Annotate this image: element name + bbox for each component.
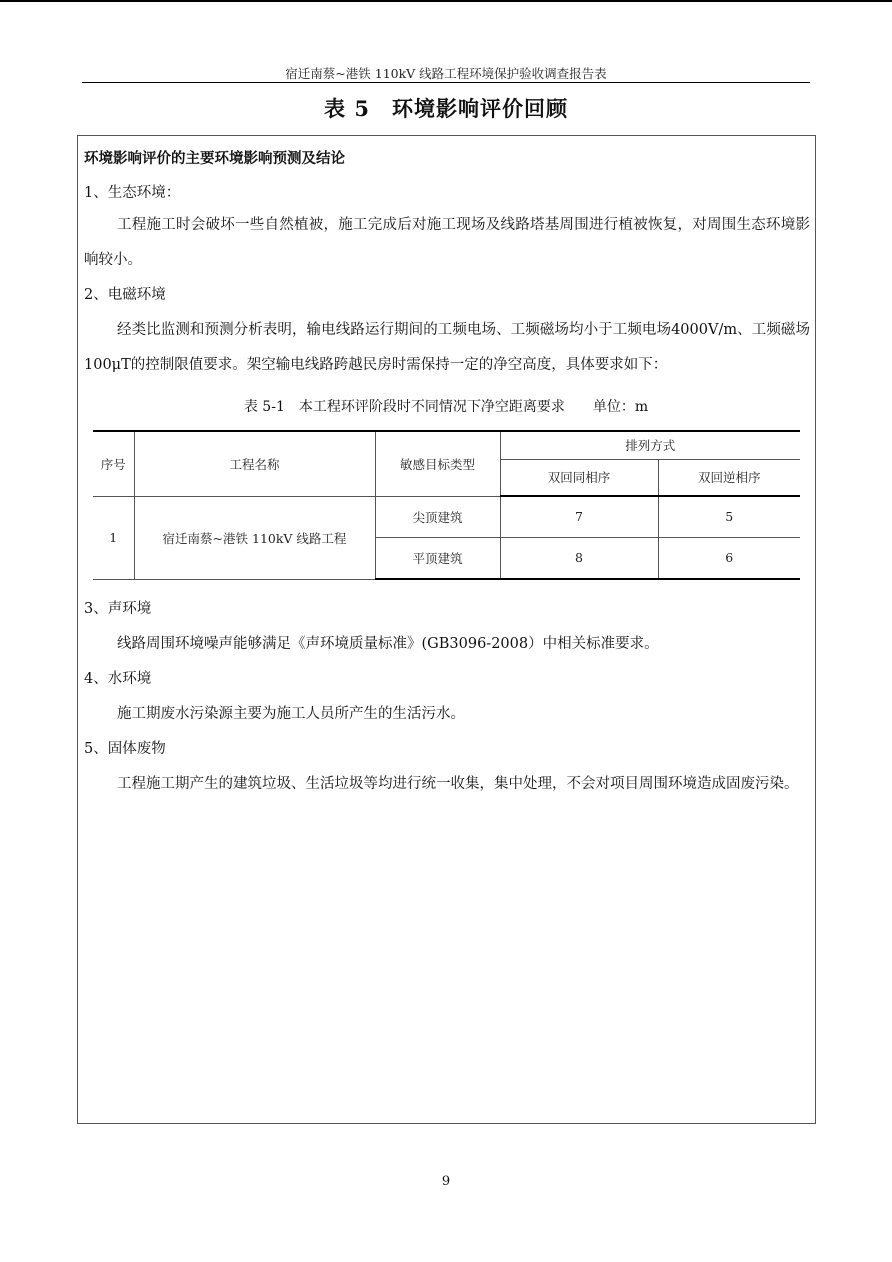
section-title-solid-waste: 5、固体废物 (84, 741, 166, 757)
section-title-electromagnetic: 2、电磁环境 (84, 287, 166, 303)
section-title-sound: 3、声环境 (84, 601, 152, 617)
section-title-ecology: 1、生态环境： (84, 185, 181, 201)
header-rule (82, 82, 810, 83)
header-same-phase: 双回同相序 (500, 459, 658, 496)
page-number: 9 (441, 1174, 451, 1189)
top-border-line (0, 0, 892, 2)
cell-target: 平顶建筑 (375, 537, 500, 579)
header-reverse-phase: 双回逆相序 (658, 459, 800, 496)
cell-same: 7 (500, 496, 658, 537)
cell-seq: 1 (93, 496, 134, 579)
header-project: 工程名称 (134, 431, 375, 496)
section-text-sound: 线路周围环境噪声能够满足《声环境质量标准》(GB3096-2008）中相关标准要求。 (117, 636, 659, 652)
cell-target: 尖顶建筑 (375, 496, 500, 537)
running-header: 宿迁南蔡~港铁 110kV 线路工程环境保护验收调查报告表 (285, 66, 607, 81)
cell-project: 宿迁南蔡~港铁 110kV 线路工程 (134, 496, 375, 579)
header-target: 敏感目标类型 (375, 431, 500, 496)
section-title-water: 4、水环境 (84, 671, 152, 687)
cell-same: 8 (500, 537, 658, 579)
cell-reverse: 5 (658, 496, 800, 537)
clearance-table (93, 430, 800, 580)
section-text-water: 施工期废水污染源主要为施工人员所产生的生活污水。 (117, 706, 465, 722)
section-text-solid-waste: 工程施工期产生的建筑垃圾、生活垃圾等均进行统一收集，集中处理，不会对项目周围环境造成固废污染。 (117, 776, 799, 792)
cell-reverse: 6 (658, 537, 800, 579)
table-caption: 表 5-1 本工程环评阶段时不同情况下净空距离要求 单位：m (243, 399, 649, 415)
section-text-electromagnetic: 经类比监测和预测分析表明，输电线路运行期间的工频电场、工频磁场均小于工频电场4000V/m、工频磁场100μT的控制限值要求。架空输电线路跨越民房时需保持一定的净空高度，具体要求如下： (84, 322, 810, 373)
section-text-ecology: 工程施工时会破坏一些自然植被，施工完成后对施工现场及线路塔基周围进行植被恢复，对周围生态环境影响较小。 (84, 217, 810, 268)
page-title: 表 5 环境影响评价回顾 (324, 96, 568, 121)
section-heading: 环境影响评价的主要环境影响预测及结论 (84, 150, 345, 167)
header-seq: 序号 (93, 431, 134, 496)
header-arrangement: 排列方式 (500, 431, 800, 459)
